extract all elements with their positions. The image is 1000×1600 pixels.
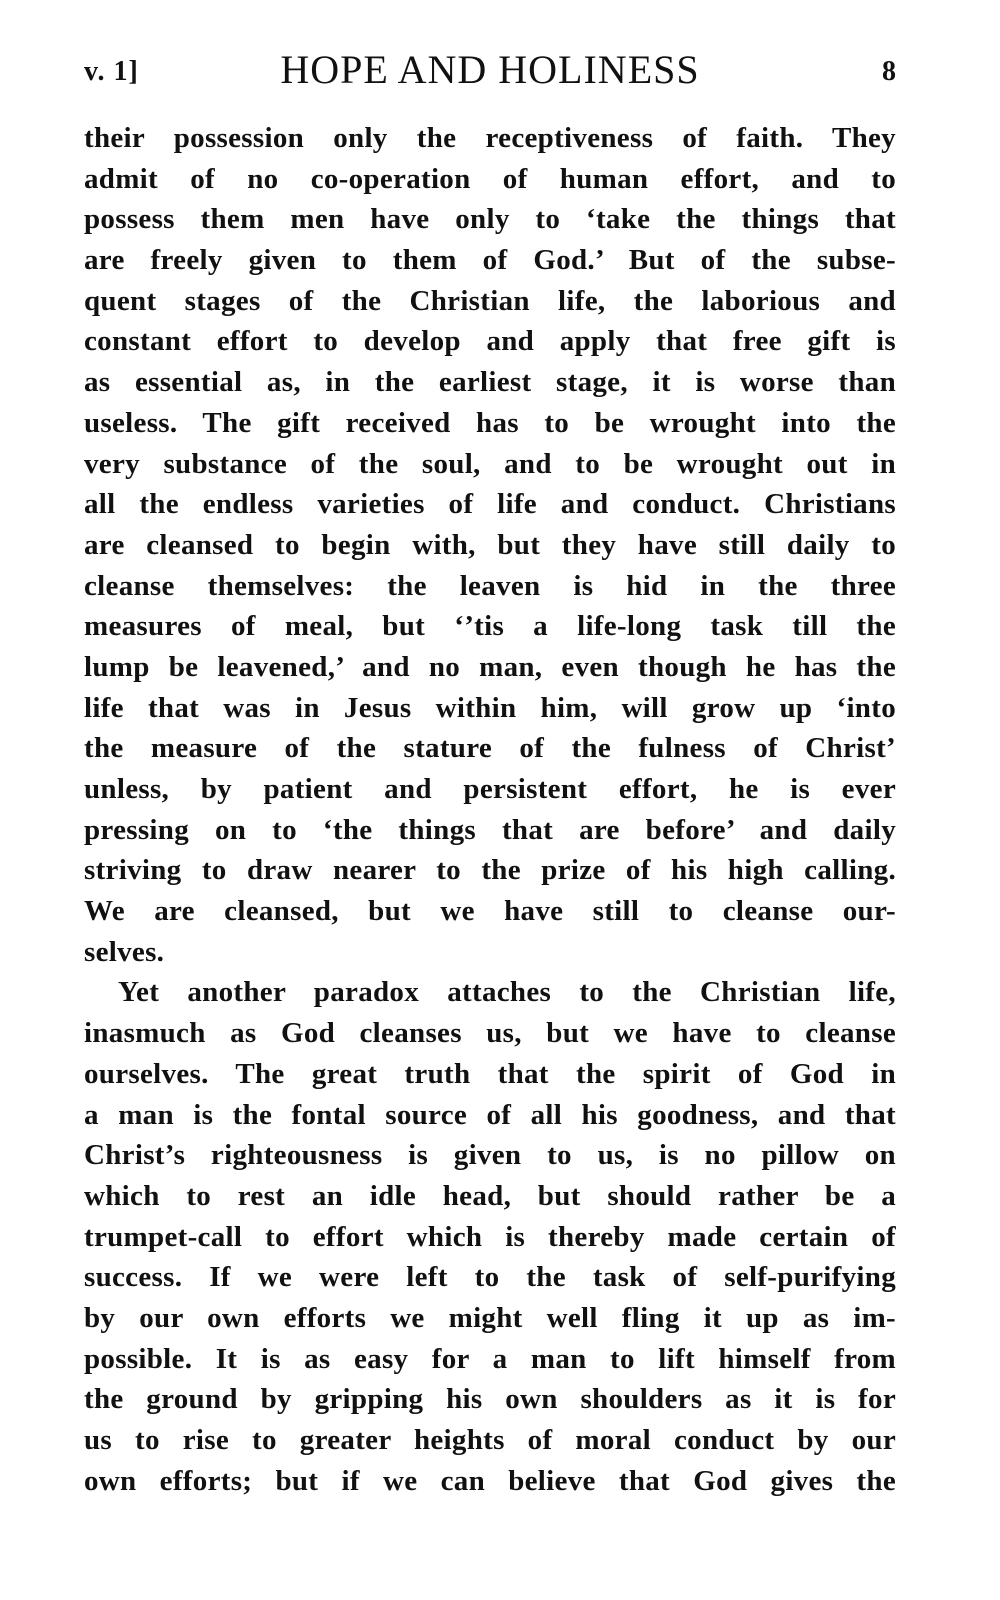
text-line: life that was in Jesus within him, will grow up ‘into <box>84 691 896 724</box>
text-line: a man is the fontal source of all his goodness, and that <box>84 1098 896 1131</box>
text-line: success. If we were left to the task of self-purifying <box>84 1261 896 1294</box>
text-line: cleanse themselves: the leaven is hid in the three <box>84 569 896 602</box>
paragraph-1 <box>84 118 896 972</box>
text-line: useless. The gift received has to be wrought into the <box>84 406 896 439</box>
text-line: possess them men have only to ‘take the things that <box>84 203 896 236</box>
text-line: quent stages of the Christian life, the laborious and <box>84 284 896 317</box>
text-line: us to rise to greater heights of moral conduct by our <box>84 1424 896 1456</box>
running-title: HOPE AND HOLINESS <box>280 47 700 92</box>
text-line: are cleansed to begin with, but they have still daily to <box>84 528 896 561</box>
text-line: constant effort to develop and apply that free gift is <box>84 325 896 358</box>
text-line: ourselves. The great truth that the spirit of God in <box>84 1057 896 1090</box>
paragraph-2 <box>84 972 896 1501</box>
text-line: We are cleansed, but we have still to cleanse our- <box>84 895 896 928</box>
text-line: unless, by patient and persistent effort, he is ever <box>84 773 896 805</box>
text-line: Yet another paradox attaches to the Christian life, <box>118 976 896 1009</box>
text-line: very substance of the soul, and to be wrought out in <box>84 447 896 480</box>
text-line: lump be leavened,’ and no man, even though he has the <box>84 650 896 683</box>
text-line: their possession only the receptiveness of faith. They <box>84 122 896 154</box>
text-line: Christ’s righteousness is given to us, is no pillow on <box>84 1139 896 1172</box>
text-line: admit of no co-operation of human effort, and to <box>84 162 896 195</box>
text-line: possible. It is as easy for a man to lift himself from <box>84 1342 896 1375</box>
text-line: all the endless varieties of life and conduct. Christians <box>84 488 896 521</box>
text-line: which to rest an idle head, but should rather be a <box>84 1179 896 1212</box>
text-line: own efforts; but if we can believe that God gives the <box>84 1464 896 1497</box>
page-number: 8 <box>882 56 896 87</box>
text-line: selves. <box>84 935 165 968</box>
running-header <box>84 46 896 96</box>
text-line: inasmuch as God cleanses us, but we have to cleanse <box>84 1017 896 1050</box>
text-line: the ground by gripping his own shoulders as it is for <box>84 1383 896 1416</box>
body-text <box>84 118 896 1501</box>
text-line: as essential as, in the earliest stage, it is worse than <box>84 366 896 399</box>
text-line: pressing on to ‘the things that are before’ and daily <box>84 813 896 846</box>
section-marker: v. 1] <box>84 56 139 87</box>
text-line: are freely given to them of God.’ But of the subse- <box>84 244 896 277</box>
text-line: trumpet-call to effort which is thereby made certain of <box>84 1220 896 1253</box>
text-line: by our own efforts we might well fling it up as im- <box>84 1301 896 1334</box>
text-line: the measure of the stature of the fulness of Christ’ <box>84 732 896 765</box>
text-line: striving to draw nearer to the prize of his high calling. <box>84 854 896 887</box>
text-line: measures of meal, but ‘’tis a life-long task till the <box>84 610 896 643</box>
